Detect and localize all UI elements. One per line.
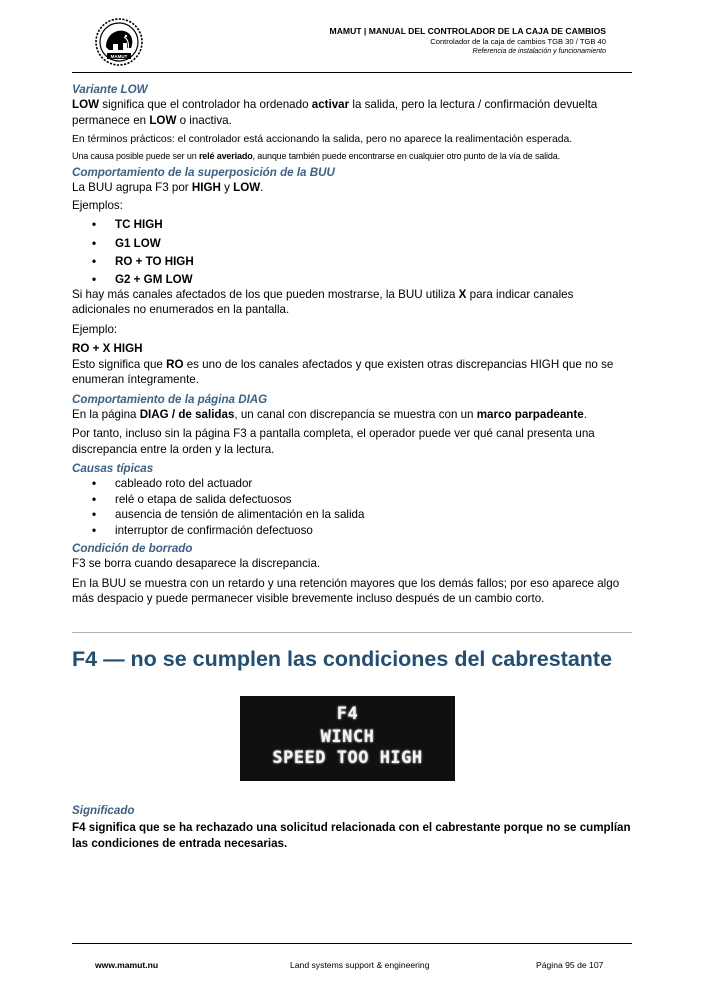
example-label: Ejemplo:	[72, 322, 118, 336]
causes-list	[72, 476, 632, 538]
paragraph: LOW significa que el controlador ha ordenado activar la salida, pero la lectura / confirmación devuelta permanece en LOW o inactiva.	[72, 98, 598, 127]
heading-condicion-borrado: Condición de borrado	[72, 542, 193, 555]
list-item: • relé o etapa de salida defectuosos	[92, 492, 292, 506]
footer-website[interactable]: www.mamut.nu	[95, 960, 159, 970]
paragraph: F3 se borra cuando desaparece la discrepancia.	[72, 557, 321, 570]
lcd-line: F4	[336, 704, 359, 724]
mamut-logo	[94, 17, 144, 67]
heading-significado: Significado	[72, 804, 135, 817]
heading-variante-low: Variante LOW	[72, 83, 148, 96]
examples-list	[72, 216, 632, 287]
document-body	[72, 83, 632, 607]
paragraph: En la BUU se muestra con un retardo y una retención mayores que los demás fallos; por eso aparece algo más despacio y puede permanecer visible brevemente incluso después de un cambio corto.	[72, 576, 620, 605]
page-header	[330, 26, 606, 57]
heading-causas-tipicas: Causas típicas	[72, 462, 154, 475]
heading-superposicion-buu: Comportamiento de la superposición de la BUU	[72, 166, 335, 179]
paragraph: F4 significa que se ha rechazado una solicitud relacionada con el cabrestante porque no se cumplían las condiciones de entrada necesarias.	[72, 821, 631, 850]
paragraph: Por tanto, incluso sin la página F3 a pantalla completa, el operador puede ver qué canal presenta una discrepancia entre la orden y la lectura.	[72, 427, 595, 456]
footer-rule	[72, 943, 632, 944]
paragraph: Si hay más canales afectados de los que pueden mostrarse, la BUU utiliza X para indicar canales adicionales no enumerados en la pantalla.	[72, 287, 574, 316]
paragraph: Esto significa que RO es uno de los canales afectados y que existen otras discrepancias HIGH que no se enumeran íntegramente.	[72, 357, 614, 386]
list-item: • G2 + GM LOW	[92, 272, 193, 286]
lcd-line: SPEED TOO HIGH	[272, 748, 423, 768]
svg-text:MAMUT: MAMUT	[110, 54, 128, 59]
list-item: • RO + TO HIGH	[92, 255, 194, 268]
list-item: • G1 LOW	[92, 236, 161, 250]
examples-label: Ejemplos:	[72, 198, 123, 212]
header-reference: Referencia de instalación y funcionamiento	[472, 48, 606, 55]
paragraph: En términos prácticos: el controlador está accionando la salida, pero no aparece la realimentación esperada.	[72, 134, 573, 145]
section-title-f4: F4 — no se cumplen las condiciones del cabrestante	[72, 647, 613, 671]
list-item: • TC HIGH	[92, 218, 163, 231]
header-rule	[72, 72, 632, 73]
list-item: • interruptor de confirmación defectuoso	[92, 523, 313, 537]
lcd-line: WINCH	[320, 727, 375, 747]
paragraph: Una causa posible puede ser un relé averiado, aunque también puede encontrarse en cualquier otro punto de la vía de salida.	[72, 151, 560, 161]
footer-tagline: Land systems support & engineering	[290, 960, 430, 970]
f4-meaning	[72, 804, 632, 851]
heading-pagina-diag: Comportamiento de la página DIAG	[72, 392, 268, 406]
example-code: RO + X HIGH	[72, 342, 143, 355]
footer-page-number: Página 95 de 107	[536, 960, 604, 970]
list-item: • ausencia de tensión de alimentación en la salida	[92, 508, 365, 521]
header-subtitle: Controlador de la caja de cambios TGB 30 / TGB 40	[430, 37, 606, 46]
section-divider	[72, 632, 632, 633]
lcd-display-image	[240, 696, 455, 781]
list-item: • cableado roto del actuador	[92, 477, 253, 490]
paragraph: La BUU agrupa F3 por HIGH y LOW.	[72, 181, 264, 194]
paragraph: En la página DIAG / de salidas, un canal con discrepancia se muestra con un marco parpadeante.	[72, 407, 587, 421]
header-title: MAMUT | MANUAL DEL CONTROLADOR DE LA CAJA DE CAMBIOS	[329, 26, 606, 36]
